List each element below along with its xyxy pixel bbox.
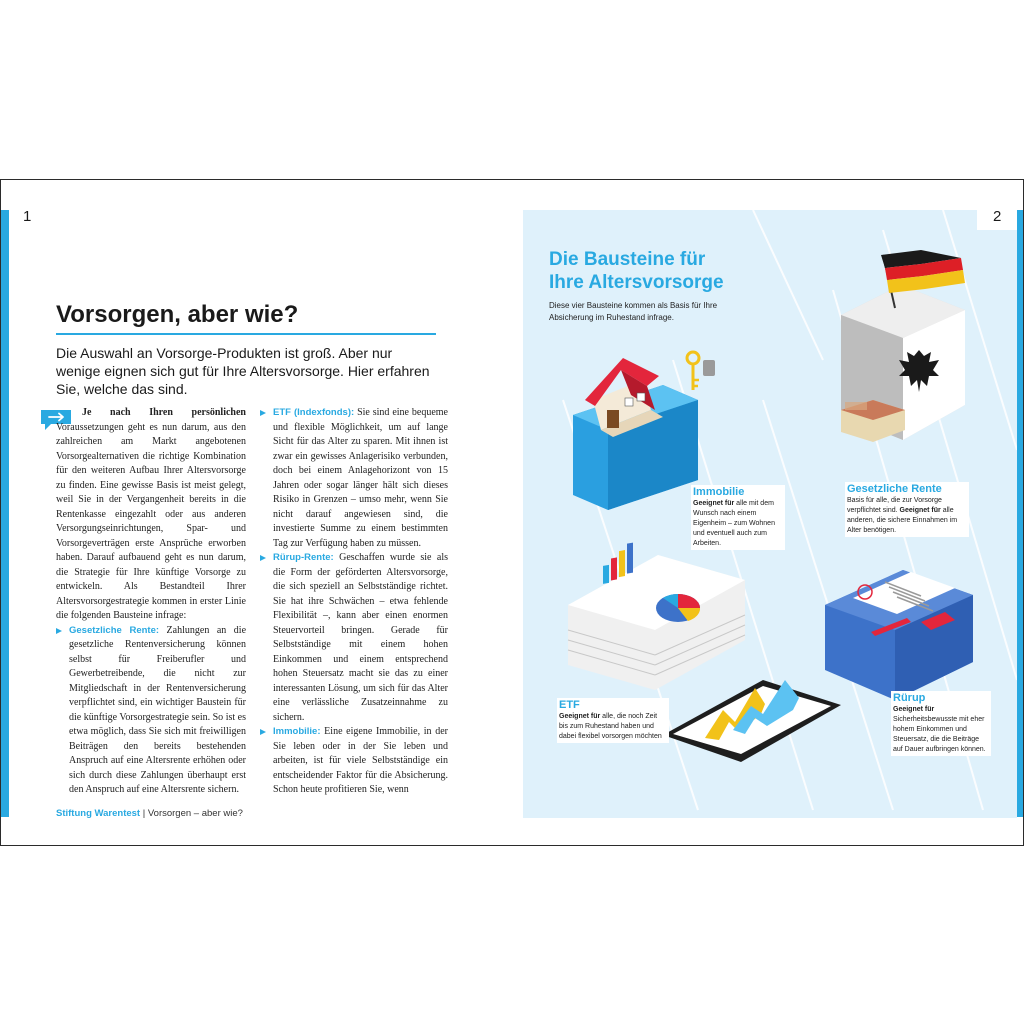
footer-separator: | [142, 808, 146, 819]
infographic-subtitle: Diese vier Bausteine kommen als Basis für Ihre Absicherung im Ruhestand infrage. [549, 301, 718, 322]
label-etf: ETF Geeignet für alle, die noch Zeit bis zum Ruhestand haben und dabei flexibel vorsorgen möchten [557, 698, 669, 743]
infographic-panel [523, 210, 1017, 818]
title-underline [56, 333, 436, 335]
page-title: Vorsorgen, aber wie? [56, 301, 299, 328]
left-margin-bar [1, 210, 9, 817]
book-spread [0, 179, 1024, 846]
etf-documents-icon [568, 543, 745, 690]
footer-brand: Stiftung Warentest [56, 808, 141, 819]
page-footer [56, 808, 243, 819]
intro-text: Die Auswahl an Vorsorge-Produkten ist groß. Aber nur wenige eignen sich gut für Ihre Altersvorsorge. Hier erfahren Sie, welche das sind. [56, 345, 430, 397]
list-item-etf: ETF (Indexfonds): Sie sind eine bequeme und flexible Möglichkeit, um auf lange Sicht für das Alter zu sparen. Mit ihnen ist zwar ein gewisses Anlagerisiko verbunden, doch bei einem Anlagehorizont von 15 Jahren oder sogar länger hält sich dieses Risiko in Grenzen – umso mehr, wenn Sie nicht darauf angewiesen sind, die investierte Summe zu einem bestimmten Tag zur Verfügung haben zu müssen. [260, 406, 448, 551]
label-immobilie: Immobilie Geeignet für alle mit dem Wunsch nach einem Eigenheim – zum Wohnen und eventuell auch zum Arbeiten. [691, 485, 785, 550]
infographic-title: Die Bausteine für Ihre Altersvorsorge [549, 249, 724, 293]
list-item-gesetzliche-rente: Gesetzliche Rente: Zahlungen an die gesetzliche Rentenversicherung können selbst für Freiberufler und Gewerbetreibende, die nicht zur Mitgliedschaft in der Rentenversicherung verpflichtet sind, ein wichtiger Baustein für die künftige Vorsorgestrategie sein. So ist es etwa möglich, dass Sie sich mit freiwilligen Beiträgen den bereits bestehenden Anspruch auf eine Altersrente erhöhen oder sich durch diese Zahlungen überhaupt erst den Anspruch auf eine Altersrente sichern. [56, 624, 246, 798]
label-ruerup: Rürup Geeignet für Sicherheitsbewusste mit eher hohem Einkommen und Steuersatz, die die Beiträge auf Dauer aufbringen können. [891, 691, 991, 756]
text-column-1 [56, 406, 246, 798]
body-paragraph: Je nach Ihren persönlichen Voraussetzungen geht es nun darum, aus den zahlreichen am Markt angebotenen Vorsorgealternativen die richtige Kombination für den weiteren Aufbau Ihrer Altersvorsorge zu finden. Eine gewisse Basis ist meist gelegt, weil Sie in der Vergangenheit bereits in die Rentenkasse eingezahlt oder aus anderen Versorgungseinrichtungen, Spar- und Vorsorgeverträgen erste Ansprüche erworben haben. Darauf aufbauend geht es nun darum, die Strategie für Ihre künftige Vorsorge zu entwickeln. Als Bestandteil Ihrer Altersvorsorgestrategie kommen in erster Linie die folgenden Bausteine infrage: [56, 407, 246, 621]
page-number-left: 1 [23, 208, 32, 225]
page-number-right: 2 [993, 208, 1002, 225]
list-item-immobilie: Immobilie: Eine eigene Immobilie, in der Sie leben oder in der Sie leben und arbeiten, ist für viele Selbstständige ein entscheidender Faktor für die Absicherung. Schon heute profitieren Sie, wenn [260, 725, 448, 798]
text-column-2 [260, 406, 448, 798]
ruerup-desk-icon [825, 570, 973, 700]
ballot-box-icon [841, 250, 965, 442]
list-item-ruerup: Rürup-Rente: Geschaffen wurde sie als die Form der geförderten Altersvorsorge, die sich speziell an Selbstständige richtet. Sie hat ihre Schwächen – etwa fehlende Flexibilität –, kann aber einen enormen Steuervorteil bringen. Gerade für Selbstständige mit einem hohen Einkommen und einem entsprechend hohen Steuersatz macht sie das zu einer interessanten Lösung, um sich für das Alter eine verlässliche Zusatzeinnahme zu sichern. [260, 551, 448, 725]
footer-section: Vorsorgen – aber wie? [147, 808, 243, 819]
tablet-chart-icon [663, 680, 841, 762]
label-gesetzliche-rente: Gesetzliche Rente Basis für alle, die zur Vorsorge verpflichtet sind. Geeignet für alle anderen, die sichere Einnahmen im Alter benötigen. [845, 482, 969, 537]
